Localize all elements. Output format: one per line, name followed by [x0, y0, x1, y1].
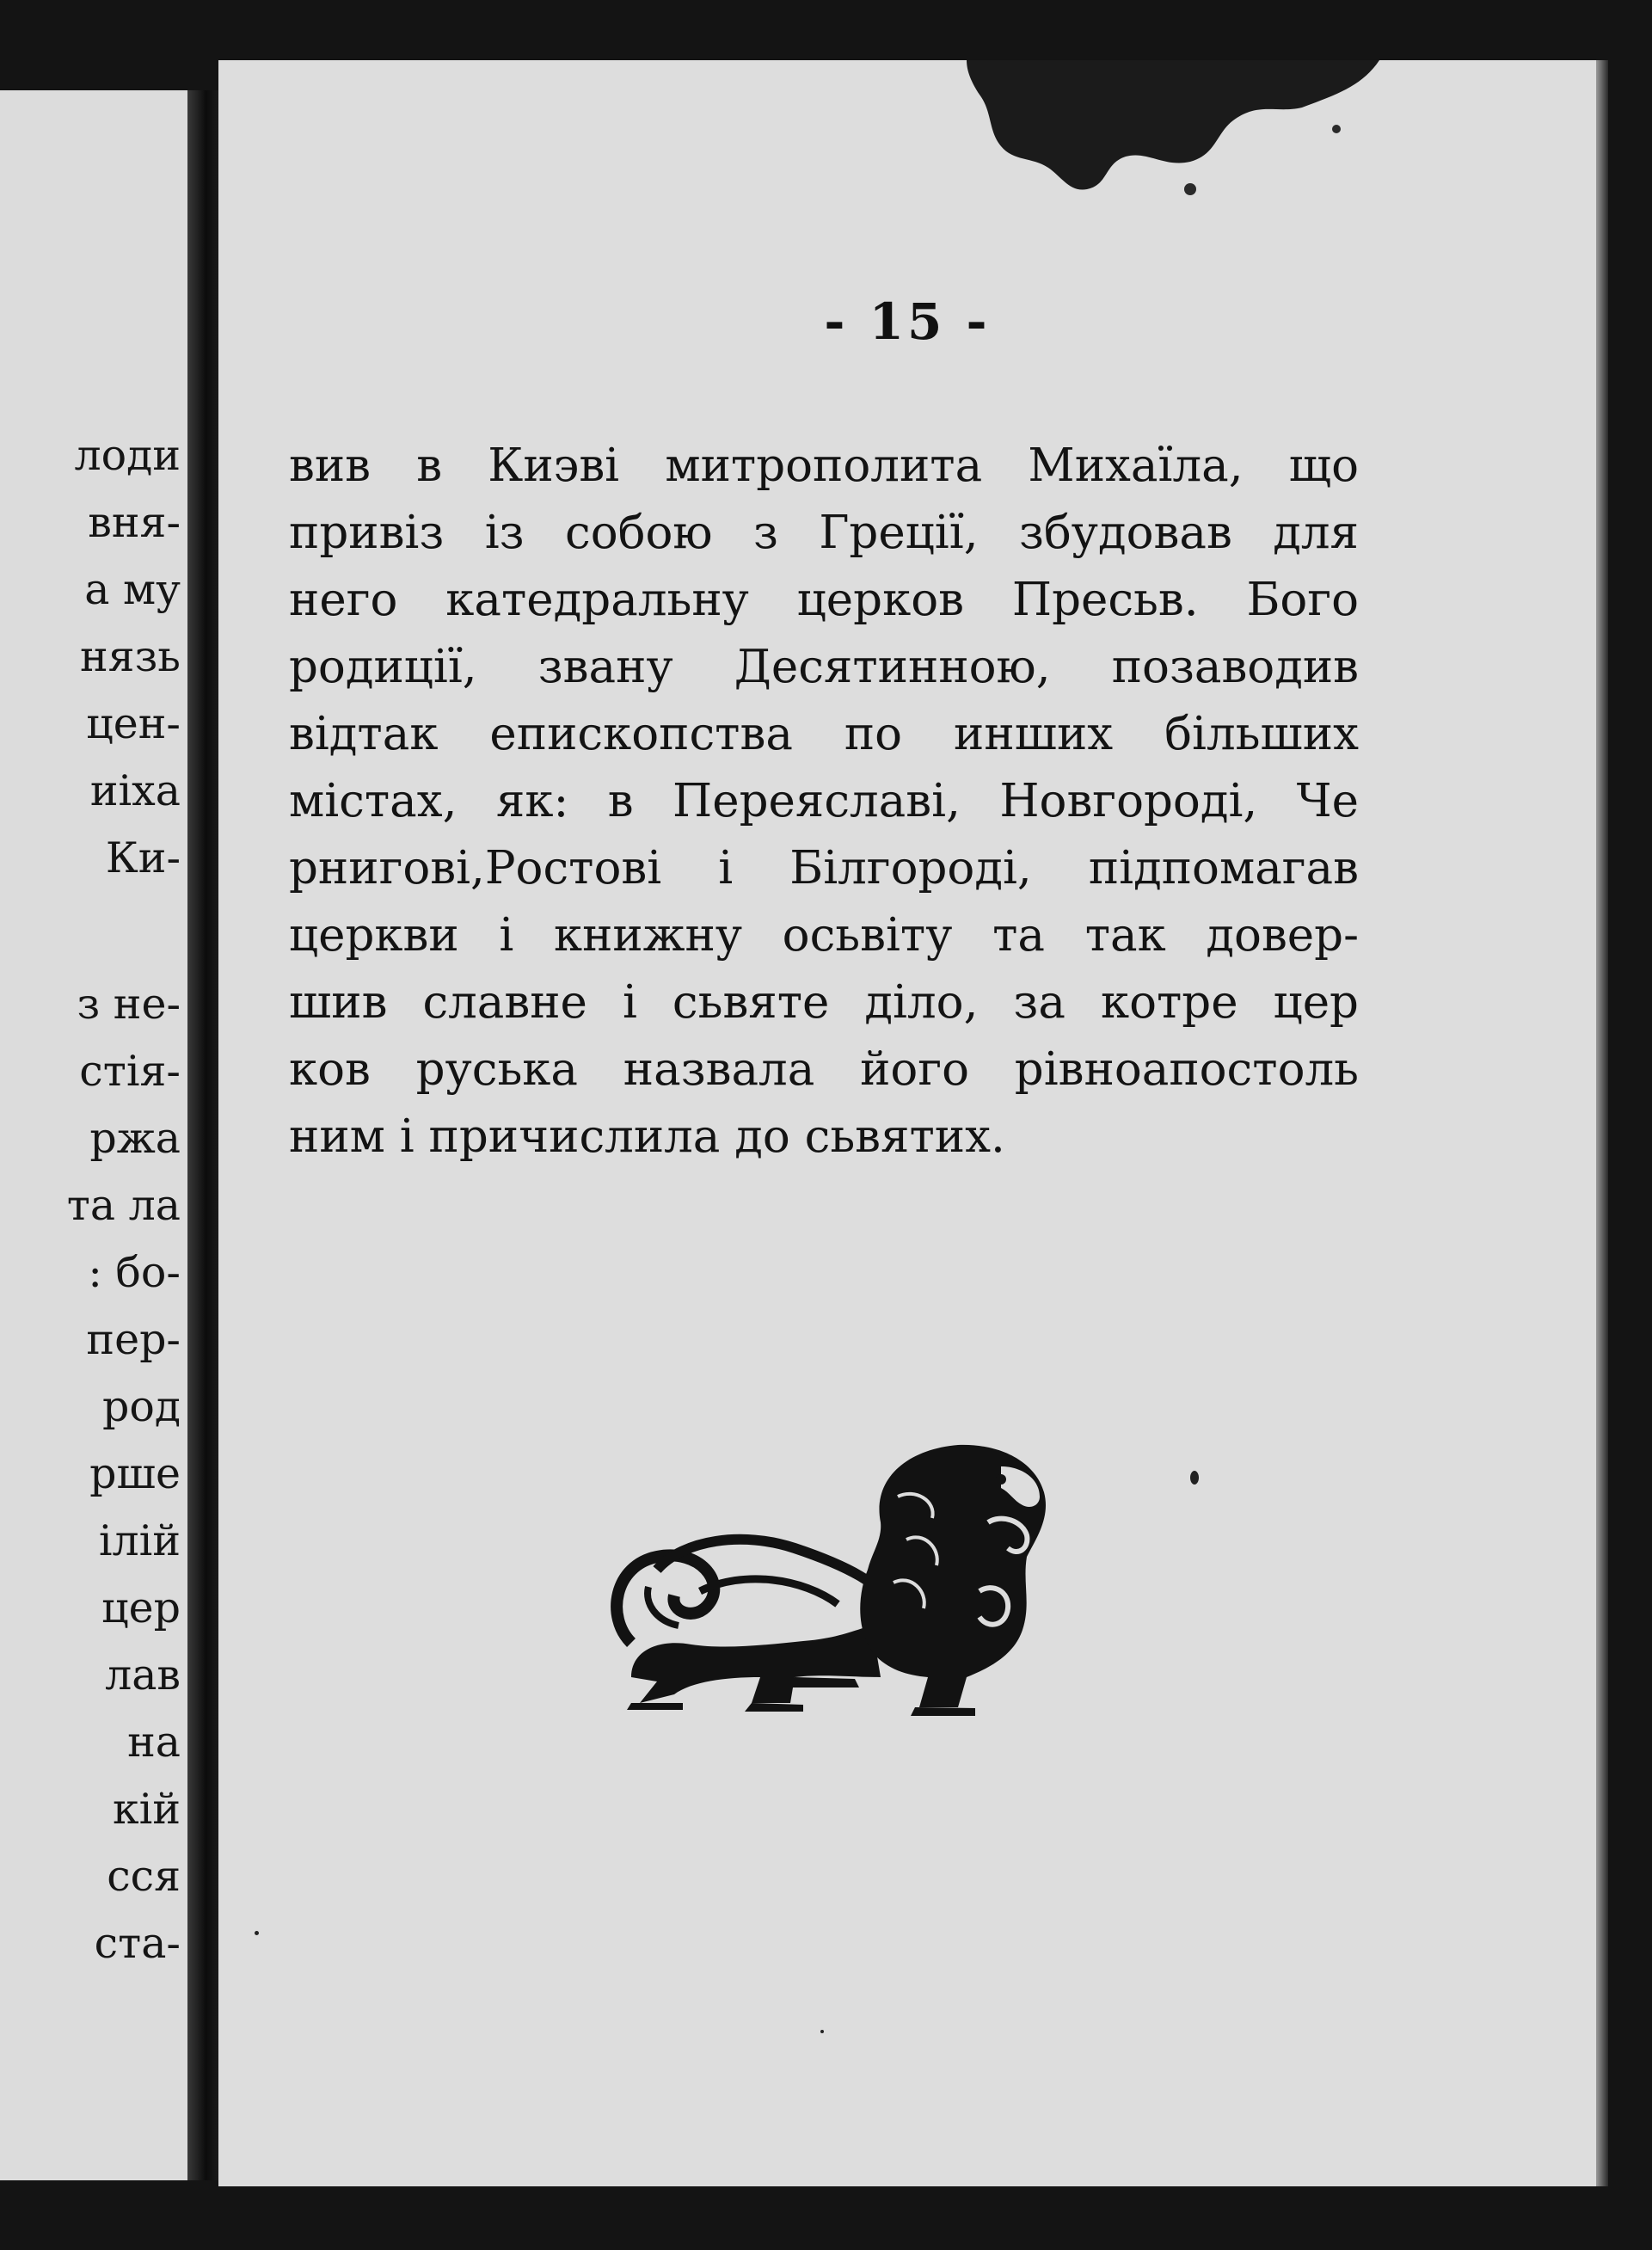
left-page-line: лав	[105, 1651, 181, 1700]
left-page-line: цен-	[86, 699, 181, 748]
body-text-line: містах, як: в Переяславі, Новгороді, Че	[289, 775, 1359, 827]
left-page-line: пер-	[86, 1315, 181, 1364]
left-page-line: цер	[101, 1583, 181, 1632]
body-text-line: родиції, звану Десятинною, позаводив	[289, 641, 1359, 693]
left-page-fragment	[0, 90, 187, 2180]
lion-ornament-icon	[597, 1419, 1061, 1746]
left-page-line: род	[101, 1382, 181, 1431]
page-number: - 15 -	[824, 292, 991, 351]
left-page-line: та ла	[66, 1181, 181, 1230]
left-page-line: а му	[84, 565, 181, 614]
speck	[820, 2030, 824, 2033]
left-page-line: кій	[113, 1785, 181, 1834]
ink-stain-icon	[932, 60, 1414, 224]
left-page-line: на	[127, 1718, 181, 1767]
body-text-line: него катедральну церков Пресьв. Бого	[289, 574, 1359, 626]
left-page-line: вня-	[88, 498, 181, 547]
body-text-line: привіз із собою з Греції, збудовав для	[289, 507, 1359, 559]
left-page-line: ілій	[98, 1516, 181, 1565]
body-text-line: рнигові,Ростові і Білгороді, підпомагав	[289, 842, 1359, 894]
book-gutter-shadow	[187, 90, 218, 2180]
left-page-line: иіха	[89, 766, 181, 815]
body-text-line: шив славне і сьвяте діло, за котре цер	[289, 976, 1359, 1029]
left-page-line: стія-	[79, 1047, 181, 1096]
left-page-line: лоди	[74, 431, 181, 480]
left-page-line: Ки-	[105, 833, 181, 882]
body-text-line: відтак епископства по инших більших	[289, 708, 1359, 760]
left-page-line: ста-	[94, 1919, 181, 1968]
left-page-line: сся	[107, 1852, 181, 1901]
page-edge-shadow	[1596, 60, 1608, 2186]
speck	[1190, 1471, 1199, 1485]
body-text-line: вив в Киэві митрополита Михаїла, що	[289, 440, 1359, 492]
body-text-line: церкви і книжну осьвіту та так довер-	[289, 909, 1359, 962]
left-page-line: нязь	[80, 632, 181, 681]
speck	[255, 1931, 259, 1935]
left-page-line: : бо-	[88, 1248, 181, 1297]
left-page-line: з не-	[77, 980, 181, 1029]
body-text-line: ним і причислила до сьвятих.	[289, 1110, 1005, 1163]
body-text-line: ков руська назвала його рівноапостоль	[289, 1043, 1359, 1096]
right-page	[218, 60, 1596, 2186]
left-page-line: ржа	[89, 1114, 181, 1163]
left-page-line: рше	[89, 1449, 181, 1498]
